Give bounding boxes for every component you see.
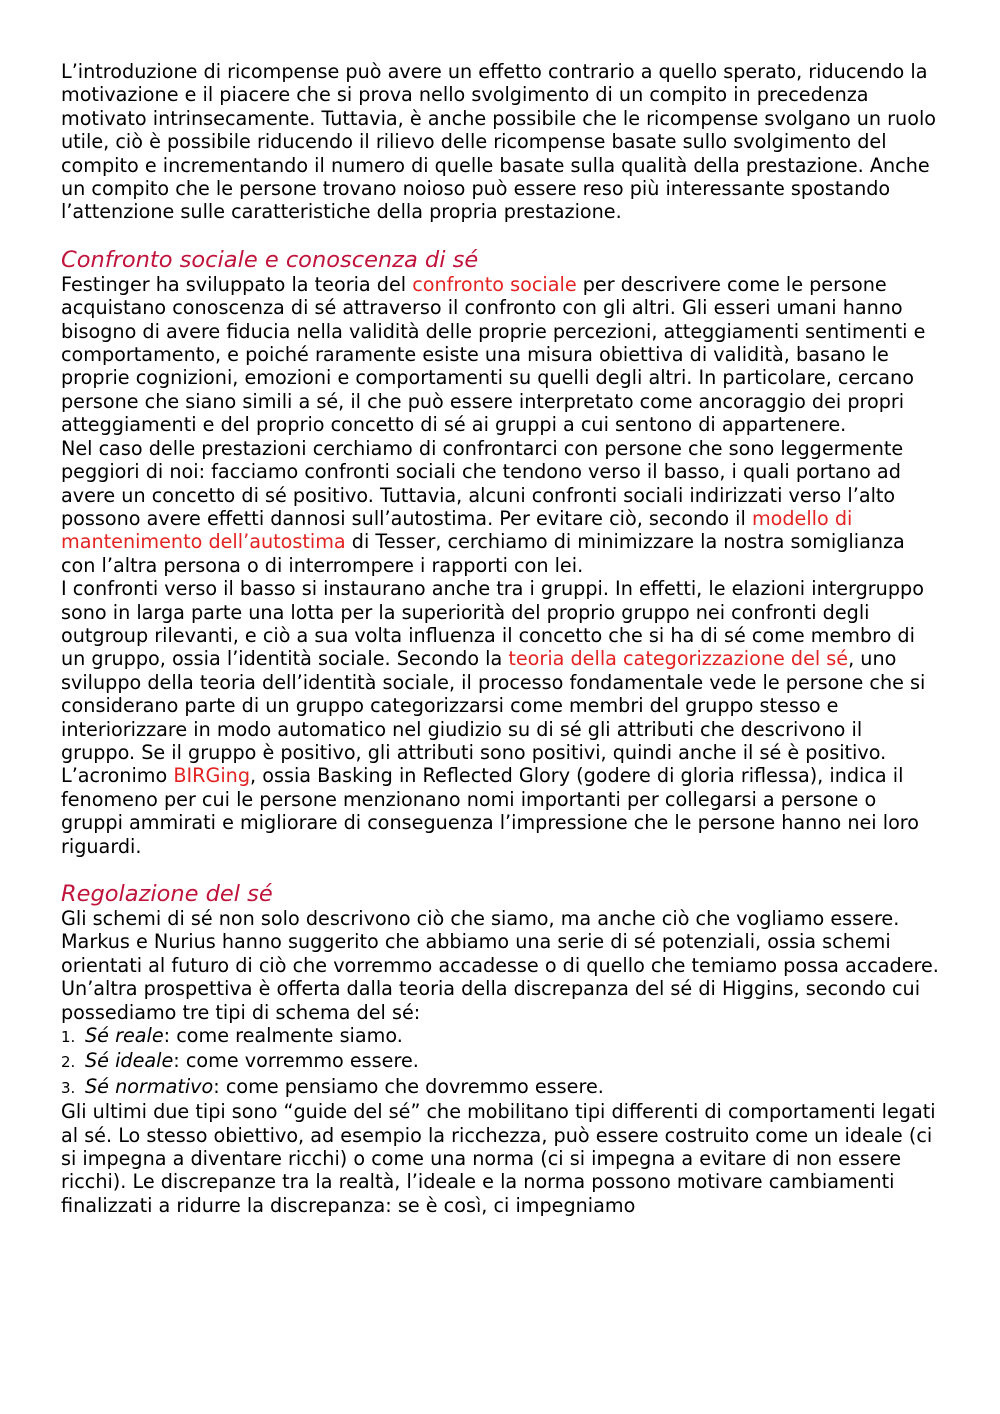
self-schema-list	[61, 1024, 941, 1100]
section-heading-regolazione: Regolazione del sé	[61, 881, 273, 907]
list-item: 2. Sé ideale: come vorremmo essere.	[61, 1049, 419, 1073]
list-item: 1. Sé reale: come realmente siamo.	[61, 1024, 403, 1048]
section-heading-confronto-sociale: Confronto sociale e conoscenza di sé	[61, 246, 479, 273]
highlight-confronto-sociale: confronto sociale	[412, 272, 577, 296]
paragraph-festinger: Festinger ha sviluppato la teoria del confronto sociale per descrivere come le persone acquistano conoscenza di sé attraverso il confronto con gli altri. Gli esseri umani hanno bisogno di avere fiducia nella validità delle proprie percezioni, atteggiamenti sentimenti e comportamento, e poiché raramente esiste una misura obiettiva di validità, basano le proprie cognizioni, emozioni e comportamenti su quelli degli altri. In particolare, cercano persone che siano simili a sé, il che può essere interpretato come ancoraggio dei propri atteggiamenti e del proprio concetto di sé ai gruppi a cui sentono di appartenere.	[61, 272, 926, 437]
paragraph-birging: L’acronimo BIRGing, ossia Basking in Reflected Glory (godere di gloria riflessa), indica il fenomeno per cui le persone menzionano nomi importanti per collegarsi a persone o gruppi ammirati e migliorare di conseguenza l’impressione che le persone hanno nei loro riguardi.	[61, 764, 920, 858]
paragraph-guide-del-se: Gli ultimi due tipi sono “guide del sé” che mobilitano tipi differenti di comportamenti legati al sé. Lo stesso obiettivo, ad esempio la ricchezza, può essere costruito come un ideale (ci si impegna a diventare ricchi) o come una norma (ci si impegna a evitare di non essere ricchi). Le discrepanze tra la realtà, l’ideale e la norma possono motivare cambiamenti finalizzati a ridurre la discrepanza: se è così, ci impegniamo	[61, 1100, 936, 1217]
highlight-categorizzazione: teoria della categorizzazione del sé	[508, 647, 849, 671]
highlight-modello-autostima: modello di mantenimento dell’autostima	[61, 506, 853, 554]
list-item: 3. Sé normativo: come pensiamo che dovremmo essere.	[61, 1074, 604, 1098]
paragraph-confronti-gruppi: I confronti verso il basso si instaurano anche tra i gruppi. In effetti, le elazioni intergruppo sono in larga parte una lotta per la superiorità del proprio gruppo nei confronti degli outgroup rilevanti, e ciò a sua volta influenza il concetto che si ha di sé come membro di un gruppo, ossia l’identità sociale. Secondo la teoria della categorizzazione del sé, uno sviluppo della teoria dell’identità sociale, il processo fondamentale vede le persone che si considerano parte di un gruppo categorizzarsi come membri del gruppo stesso e interiorizzare in modo automatico nel giudizio su di sé gli attributi che descrivono il gruppo. Se il gruppo è positivo, gli attributi sono positivi, quindi anche il sé è positivo.	[61, 577, 926, 764]
document-page	[61, 60, 941, 1217]
paragraph-schemi-di-se: Gli schemi di sé non solo descrivono ciò che siamo, ma anche ciò che vogliamo essere. Markus e Nurius hanno suggerito che abbiamo una serie di sé potenziali, ossia schemi orientati al futuro di ciò che vorremmo accadesse o di quello che temiamo possa accadere. Un’altra prospettiva è offerta dalla teoria della discrepanza del sé di Higgins, secondo cui possediamo tre tipi di schema del sé:	[61, 907, 939, 1024]
paragraph-prestazioni: Nel caso delle prestazioni cerchiamo di confrontarci con persone che sono leggermente peggiori di noi: facciamo confronti sociali che tendono verso il basso, i quali portano ad avere un concetto di sé positivo. Tuttavia, alcuni confronti sociali indirizzati verso l’alto possono avere effetti dannosi sull’autostima. Per evitare ciò, secondo il modello di mantenimento dell’autostima di Tesser, cerchiamo di minimizzare la nostra somiglianza con l’altra persona o di interrompere i rapporti con lei.	[61, 436, 905, 577]
intro-paragraph: L’introduzione di ricompense può avere un effetto contrario a quello sperato, riducendo la motivazione e il piacere che si prova nello svolgimento di un compito in precedenza motivato intrinsecamente. Tuttavia, è anche possibile che le ricompense svolgano un ruolo utile, ciò è possibile riducendo il rilievo delle ricompense basate sullo svolgimento del compito e incrementando il numero di quelle basate sulla qualità della prestazione. Anche un compito che le persone trovano noioso può essere reso più interessante spostando l’attenzione sulle caratteristiche della propria prestazione.	[61, 60, 937, 224]
highlight-birging: BIRGing	[173, 764, 251, 788]
